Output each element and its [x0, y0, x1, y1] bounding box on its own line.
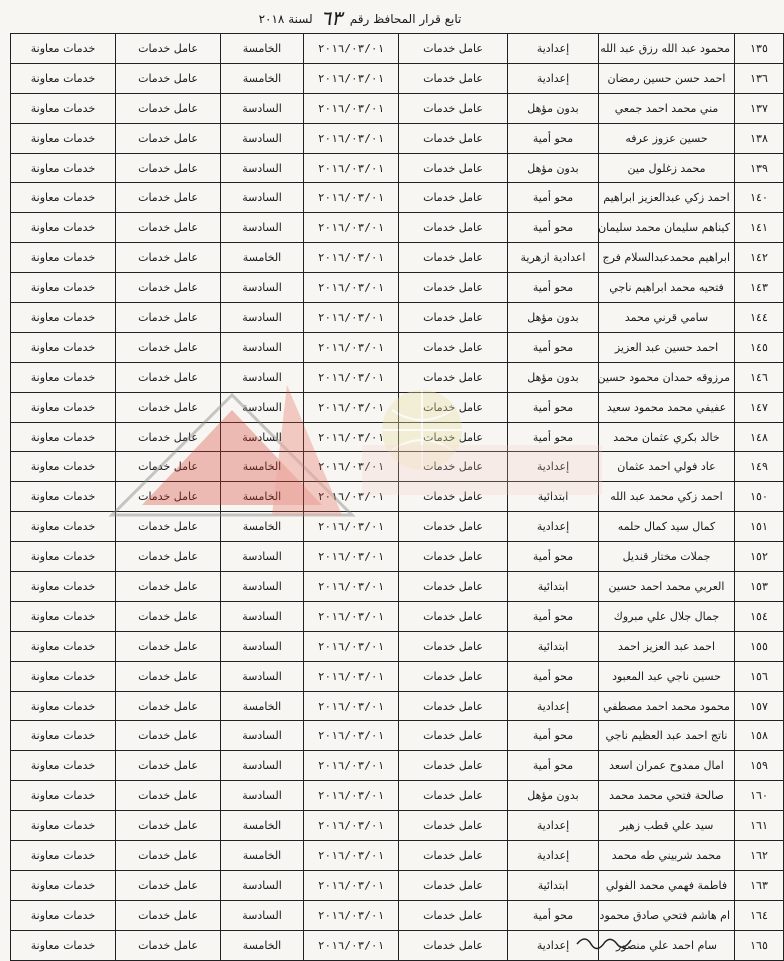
table-row [11, 781, 784, 811]
current-job-cell: عامل خدمات [399, 303, 508, 333]
employee-name-cell: كيناهم سليمان محمد سليمان [599, 213, 735, 243]
job-group-cell: خدمات معاونة [11, 751, 116, 781]
row-number-cell: ١٥٦ [735, 661, 784, 691]
current-job-cell: عامل خدمات [399, 243, 508, 273]
grade-cell: السادسة [221, 870, 304, 900]
employee-name-cell: عفيفي محمد محمود سعيد [599, 392, 735, 422]
table-row [11, 213, 784, 243]
current-job-cell: عامل خدمات [399, 362, 508, 392]
current-job-cell: عامل خدمات [399, 392, 508, 422]
job-group-cell: خدمات معاونة [11, 362, 116, 392]
qualification-cell: إعدادية [508, 512, 599, 542]
job-title-cell: عامل خدمات [116, 482, 221, 512]
appointment-date-cell: ٢٠١٦/٠٣/٠١ [304, 661, 399, 691]
row-number-cell: ١٤٨ [735, 422, 784, 452]
row-number-cell: ١٤٩ [735, 452, 784, 482]
row-number-cell: ١٥٢ [735, 542, 784, 572]
employee-name-cell: احمد زكي محمد عبد الله [599, 482, 735, 512]
job-group-cell: خدمات معاونة [11, 183, 116, 213]
table-row [11, 542, 784, 572]
job-group-cell: خدمات معاونة [11, 661, 116, 691]
appointment-date-cell: ٢٠١٦/٠٣/٠١ [304, 422, 399, 452]
table-row [11, 63, 784, 93]
employee-table-body [11, 34, 784, 961]
employee-name-cell: سام احمد علي منصور [599, 930, 735, 960]
job-title-cell: عامل خدمات [116, 512, 221, 542]
qualification-cell: محو أمية [508, 542, 599, 572]
employee-name-cell: محمود محمد احمد مصطفي [599, 691, 735, 721]
job-title-cell: عامل خدمات [116, 572, 221, 602]
current-job-cell: عامل خدمات [399, 63, 508, 93]
qualification-cell: إعدادية [508, 811, 599, 841]
job-title-cell: عامل خدمات [116, 601, 221, 631]
row-number-cell: ١٥٨ [735, 721, 784, 751]
employee-name-cell: احمد عبد العزيز احمد [599, 631, 735, 661]
job-group-cell: خدمات معاونة [11, 452, 116, 482]
grade-cell: السادسة [221, 601, 304, 631]
row-number-cell: ١٦٢ [735, 841, 784, 871]
job-group-cell: خدمات معاونة [11, 781, 116, 811]
grade-cell: السادسة [221, 422, 304, 452]
row-number-cell: ١٣٧ [735, 93, 784, 123]
job-group-cell: خدمات معاونة [11, 542, 116, 572]
job-title-cell: عامل خدمات [116, 213, 221, 243]
job-title-cell: عامل خدمات [116, 273, 221, 303]
appointment-date-cell: ٢٠١٦/٠٣/٠١ [304, 841, 399, 871]
table-row [11, 482, 784, 512]
grade-cell: السادسة [221, 153, 304, 183]
qualification-cell: إعدادية [508, 930, 599, 960]
appointment-date-cell: ٢٠١٦/٠٣/٠١ [304, 153, 399, 183]
job-title-cell: عامل خدمات [116, 691, 221, 721]
row-number-cell: ١٤٠ [735, 183, 784, 213]
grade-cell: السادسة [221, 900, 304, 930]
current-job-cell: عامل خدمات [399, 332, 508, 362]
appointment-date-cell: ٢٠١٦/٠٣/٠١ [304, 811, 399, 841]
job-title-cell: عامل خدمات [116, 93, 221, 123]
grade-cell: السادسة [221, 392, 304, 422]
qualification-cell: محو أمية [508, 661, 599, 691]
qualification-cell: ابتدائية [508, 870, 599, 900]
employee-name-cell: ناتج احمد عبد العظيم ناجي [599, 721, 735, 751]
job-group-cell: خدمات معاونة [11, 332, 116, 362]
grade-cell: السادسة [221, 93, 304, 123]
qualification-cell: محو أمية [508, 721, 599, 751]
qualification-cell: محو أمية [508, 601, 599, 631]
table-row [11, 661, 784, 691]
current-job-cell: عامل خدمات [399, 661, 508, 691]
table-row [11, 332, 784, 362]
qualification-cell: محو أمية [508, 213, 599, 243]
job-title-cell: عامل خدمات [116, 34, 221, 64]
job-group-cell: خدمات معاونة [11, 34, 116, 64]
appointment-date-cell: ٢٠١٦/٠٣/٠١ [304, 870, 399, 900]
qualification-cell: محو أمية [508, 183, 599, 213]
job-group-cell: خدمات معاونة [11, 273, 116, 303]
job-group-cell: خدمات معاونة [11, 572, 116, 602]
grade-cell: الخامسة [221, 841, 304, 871]
job-title-cell: عامل خدمات [116, 930, 221, 960]
current-job-cell: عامل خدمات [399, 213, 508, 243]
table-row [11, 93, 784, 123]
table-row [11, 273, 784, 303]
employee-name-cell: محمد زغلول مين [599, 153, 735, 183]
qualification-cell: ابتدائية [508, 572, 599, 602]
appointment-date-cell: ٢٠١٦/٠٣/٠١ [304, 900, 399, 930]
current-job-cell: عامل خدمات [399, 870, 508, 900]
grade-cell: السادسة [221, 542, 304, 572]
row-number-cell: ١٤٢ [735, 243, 784, 273]
qualification-cell: محو أمية [508, 123, 599, 153]
qualification-cell: محو أمية [508, 422, 599, 452]
job-group-cell: خدمات معاونة [11, 422, 116, 452]
job-group-cell: خدمات معاونة [11, 841, 116, 871]
qualification-cell: إعدادية [508, 841, 599, 871]
row-number-cell: ١٣٦ [735, 63, 784, 93]
current-job-cell: عامل خدمات [399, 781, 508, 811]
page-header [0, 6, 720, 30]
employee-name-cell: احمد حسين عبد العزيز [599, 332, 735, 362]
job-group-cell: خدمات معاونة [11, 811, 116, 841]
appointment-date-cell: ٢٠١٦/٠٣/٠١ [304, 781, 399, 811]
grade-cell: السادسة [221, 721, 304, 751]
qualification-cell: إعدادية [508, 452, 599, 482]
header-text-before: تابع قرار المحافظ رقم [349, 12, 462, 26]
job-group-cell: خدمات معاونة [11, 123, 116, 153]
employee-table [10, 33, 784, 961]
row-number-cell: ١٣٥ [735, 34, 784, 64]
table-row [11, 900, 784, 930]
grade-cell: الخامسة [221, 691, 304, 721]
qualification-cell: بدون مؤهل [508, 362, 599, 392]
grade-cell: السادسة [221, 661, 304, 691]
row-number-cell: ١٣٩ [735, 153, 784, 183]
appointment-date-cell: ٢٠١٦/٠٣/٠١ [304, 542, 399, 572]
table-row [11, 183, 784, 213]
current-job-cell: عامل خدمات [399, 512, 508, 542]
current-job-cell: عامل خدمات [399, 691, 508, 721]
appointment-date-cell: ٢٠١٦/٠٣/٠١ [304, 93, 399, 123]
appointment-date-cell: ٢٠١٦/٠٣/٠١ [304, 512, 399, 542]
grade-cell: الخامسة [221, 63, 304, 93]
row-number-cell: ١٦١ [735, 811, 784, 841]
table-row [11, 303, 784, 333]
job-title-cell: عامل خدمات [116, 811, 221, 841]
qualification-cell: محو أمية [508, 332, 599, 362]
employee-name-cell: ابراهيم محمدعبدالسلام فرج [599, 243, 735, 273]
appointment-date-cell: ٢٠١٦/٠٣/٠١ [304, 482, 399, 512]
employee-name-cell: حسين عزوز عرفه [599, 123, 735, 153]
row-number-cell: ١٥٥ [735, 631, 784, 661]
job-group-cell: خدمات معاونة [11, 930, 116, 960]
row-number-cell: ١٥٩ [735, 751, 784, 781]
qualification-cell: ابتدائية [508, 482, 599, 512]
table-row [11, 392, 784, 422]
current-job-cell: عامل خدمات [399, 751, 508, 781]
table-row [11, 870, 784, 900]
table-row [11, 691, 784, 721]
table-row [11, 841, 784, 871]
grade-cell: الخامسة [221, 811, 304, 841]
job-group-cell: خدمات معاونة [11, 631, 116, 661]
table-row [11, 631, 784, 661]
table-row [11, 452, 784, 482]
row-number-cell: ١٤٥ [735, 332, 784, 362]
job-title-cell: عامل خدمات [116, 123, 221, 153]
employee-name-cell: ام هاشم فتحي صادق محمود [599, 900, 735, 930]
job-title-cell: عامل خدمات [116, 183, 221, 213]
job-group-cell: خدمات معاونة [11, 303, 116, 333]
job-group-cell: خدمات معاونة [11, 392, 116, 422]
current-job-cell: عامل خدمات [399, 631, 508, 661]
appointment-date-cell: ٢٠١٦/٠٣/٠١ [304, 751, 399, 781]
appointment-date-cell: ٢٠١٦/٠٣/٠١ [304, 601, 399, 631]
row-number-cell: ١٥١ [735, 512, 784, 542]
current-job-cell: عامل خدمات [399, 153, 508, 183]
appointment-date-cell: ٢٠١٦/٠٣/٠١ [304, 691, 399, 721]
qualification-cell: بدون مؤهل [508, 153, 599, 183]
job-group-cell: خدمات معاونة [11, 721, 116, 751]
grade-cell: السادسة [221, 273, 304, 303]
job-group-cell: خدمات معاونة [11, 691, 116, 721]
current-job-cell: عامل خدمات [399, 930, 508, 960]
job-title-cell: عامل خدمات [116, 153, 221, 183]
table-row [11, 930, 784, 960]
job-title-cell: عامل خدمات [116, 63, 221, 93]
row-number-cell: ١٥٤ [735, 601, 784, 631]
row-number-cell: ١٤٦ [735, 362, 784, 392]
employee-name-cell: احمد زكي عبدالعزيز ابراهيم [599, 183, 735, 213]
decree-number: ٦٣ [320, 6, 342, 30]
employee-name-cell: امال ممدوح عمران اسعد [599, 751, 735, 781]
current-job-cell: عامل خدمات [399, 572, 508, 602]
appointment-date-cell: ٢٠١٦/٠٣/٠١ [304, 721, 399, 751]
grade-cell: السادسة [221, 303, 304, 333]
job-title-cell: عامل خدمات [116, 392, 221, 422]
qualification-cell: بدون مؤهل [508, 93, 599, 123]
row-number-cell: ١٦٥ [735, 930, 784, 960]
grade-cell: السادسة [221, 362, 304, 392]
employee-name-cell: كمال سيد كمال حلمه [599, 512, 735, 542]
grade-cell: الخامسة [221, 452, 304, 482]
employee-name-cell: سيد علي قطب زهير [599, 811, 735, 841]
current-job-cell: عامل خدمات [399, 93, 508, 123]
qualification-cell: إعدادية [508, 691, 599, 721]
job-title-cell: عامل خدمات [116, 781, 221, 811]
job-title-cell: عامل خدمات [116, 303, 221, 333]
grade-cell: السادسة [221, 751, 304, 781]
appointment-date-cell: ٢٠١٦/٠٣/٠١ [304, 332, 399, 362]
employee-name-cell: عاد فولي احمد عثمان [599, 452, 735, 482]
row-number-cell: ١٥٠ [735, 482, 784, 512]
table-row [11, 601, 784, 631]
job-title-cell: عامل خدمات [116, 422, 221, 452]
employee-name-cell: خالد بكري عثمان محمد [599, 422, 735, 452]
employee-name-cell: حسين ناجي عبد المعبود [599, 661, 735, 691]
appointment-date-cell: ٢٠١٦/٠٣/٠١ [304, 183, 399, 213]
employee-name-cell: سامي قرني محمد [599, 303, 735, 333]
appointment-date-cell: ٢٠١٦/٠٣/٠١ [304, 631, 399, 661]
current-job-cell: عامل خدمات [399, 452, 508, 482]
table-row [11, 721, 784, 751]
grade-cell: الخامسة [221, 34, 304, 64]
current-job-cell: عامل خدمات [399, 841, 508, 871]
job-group-cell: خدمات معاونة [11, 601, 116, 631]
current-job-cell: عامل خدمات [399, 482, 508, 512]
job-title-cell: عامل خدمات [116, 661, 221, 691]
grade-cell: الخامسة [221, 930, 304, 960]
employee-name-cell: صالحة فتحي محمد محمد [599, 781, 735, 811]
grade-cell: السادسة [221, 123, 304, 153]
job-group-cell: خدمات معاونة [11, 93, 116, 123]
row-number-cell: ١٤٤ [735, 303, 784, 333]
employee-name-cell: العربي محمد احمد حسين [599, 572, 735, 602]
row-number-cell: ١٦٤ [735, 900, 784, 930]
current-job-cell: عامل خدمات [399, 811, 508, 841]
appointment-date-cell: ٢٠١٦/٠٣/٠١ [304, 273, 399, 303]
appointment-date-cell: ٢٠١٦/٠٣/٠١ [304, 213, 399, 243]
employee-name-cell: احمد حسن حسين رمضان [599, 63, 735, 93]
row-number-cell: ١٤٧ [735, 392, 784, 422]
row-number-cell: ١٦٣ [735, 870, 784, 900]
grade-cell: السادسة [221, 183, 304, 213]
row-number-cell: ١٥٣ [735, 572, 784, 602]
job-group-cell: خدمات معاونة [11, 213, 116, 243]
job-group-cell: خدمات معاونة [11, 900, 116, 930]
appointment-date-cell: ٢٠١٦/٠٣/٠١ [304, 930, 399, 960]
employee-name-cell: مرزوقه حمدان محمود حسين [599, 362, 735, 392]
grade-cell: الخامسة [221, 512, 304, 542]
table-row [11, 811, 784, 841]
current-job-cell: عامل خدمات [399, 900, 508, 930]
row-number-cell: ١٤١ [735, 213, 784, 243]
grade-cell: السادسة [221, 213, 304, 243]
employee-name-cell: مني محمد احمد جمعي [599, 93, 735, 123]
table-row [11, 153, 784, 183]
row-number-cell: ١٣٨ [735, 123, 784, 153]
qualification-cell: بدون مؤهل [508, 303, 599, 333]
job-title-cell: عامل خدمات [116, 870, 221, 900]
qualification-cell: محو أمية [508, 751, 599, 781]
grade-cell: السادسة [221, 332, 304, 362]
job-title-cell: عامل خدمات [116, 631, 221, 661]
appointment-date-cell: ٢٠١٦/٠٣/٠١ [304, 452, 399, 482]
job-group-cell: خدمات معاونة [11, 870, 116, 900]
table-row [11, 243, 784, 273]
appointment-date-cell: ٢٠١٦/٠٣/٠١ [304, 34, 399, 64]
table-row [11, 34, 784, 64]
current-job-cell: عامل خدمات [399, 123, 508, 153]
table-row [11, 572, 784, 602]
job-group-cell: خدمات معاونة [11, 512, 116, 542]
signature [575, 932, 635, 948]
qualification-cell: بدون مؤهل [508, 781, 599, 811]
job-group-cell: خدمات معاونة [11, 243, 116, 273]
appointment-date-cell: ٢٠١٦/٠٣/٠١ [304, 572, 399, 602]
job-group-cell: خدمات معاونة [11, 482, 116, 512]
appointment-date-cell: ٢٠١٦/٠٣/٠١ [304, 63, 399, 93]
grade-cell: الخامسة [221, 243, 304, 273]
job-group-cell: خدمات معاونة [11, 153, 116, 183]
job-title-cell: عامل خدمات [116, 900, 221, 930]
qualification-cell: إعدادية [508, 34, 599, 64]
appointment-date-cell: ٢٠١٦/٠٣/٠١ [304, 392, 399, 422]
current-job-cell: عامل خدمات [399, 721, 508, 751]
grade-cell: الخامسة [221, 482, 304, 512]
current-job-cell: عامل خدمات [399, 542, 508, 572]
table-row [11, 751, 784, 781]
current-job-cell: عامل خدمات [399, 34, 508, 64]
qualification-cell: ابتدائية [508, 631, 599, 661]
employee-name-cell: محمد شربيني طه محمد [599, 841, 735, 871]
table-row [11, 422, 784, 452]
employee-name-cell: فاطمة فهمي محمد الفولي [599, 870, 735, 900]
row-number-cell: ١٦٠ [735, 781, 784, 811]
job-title-cell: عامل خدمات [116, 362, 221, 392]
job-title-cell: عامل خدمات [116, 721, 221, 751]
table-row [11, 362, 784, 392]
employee-name-cell: فتحيه محمد ابراهيم ناجي [599, 273, 735, 303]
qualification-cell: محو أمية [508, 392, 599, 422]
employee-name-cell: محمود عبد الله رزق عبد الله [599, 34, 735, 64]
qualification-cell: اعدادية ازهرية [508, 243, 599, 273]
job-title-cell: عامل خدمات [116, 243, 221, 273]
qualification-cell: محو أمية [508, 273, 599, 303]
table-row [11, 123, 784, 153]
employee-name-cell: جمال جلال علي مبروك [599, 601, 735, 631]
current-job-cell: عامل خدمات [399, 601, 508, 631]
job-title-cell: عامل خدمات [116, 542, 221, 572]
appointment-date-cell: ٢٠١٦/٠٣/٠١ [304, 243, 399, 273]
job-title-cell: عامل خدمات [116, 332, 221, 362]
employee-name-cell: جملات مختار قنديل [599, 542, 735, 572]
row-number-cell: ١٥٧ [735, 691, 784, 721]
row-number-cell: ١٤٣ [735, 273, 784, 303]
header-text-after: لسنة ٢٠١٨ [258, 12, 313, 26]
appointment-date-cell: ٢٠١٦/٠٣/٠١ [304, 123, 399, 153]
appointment-date-cell: ٢٠١٦/٠٣/٠١ [304, 362, 399, 392]
job-title-cell: عامل خدمات [116, 452, 221, 482]
job-title-cell: عامل خدمات [116, 841, 221, 871]
current-job-cell: عامل خدمات [399, 422, 508, 452]
current-job-cell: عامل خدمات [399, 273, 508, 303]
table-row [11, 512, 784, 542]
appointment-date-cell: ٢٠١٦/٠٣/٠١ [304, 303, 399, 333]
grade-cell: السادسة [221, 781, 304, 811]
qualification-cell: محو أمية [508, 900, 599, 930]
qualification-cell: إعدادية [508, 63, 599, 93]
job-title-cell: عامل خدمات [116, 751, 221, 781]
grade-cell: السادسة [221, 572, 304, 602]
current-job-cell: عامل خدمات [399, 183, 508, 213]
grade-cell: السادسة [221, 631, 304, 661]
job-group-cell: خدمات معاونة [11, 63, 116, 93]
